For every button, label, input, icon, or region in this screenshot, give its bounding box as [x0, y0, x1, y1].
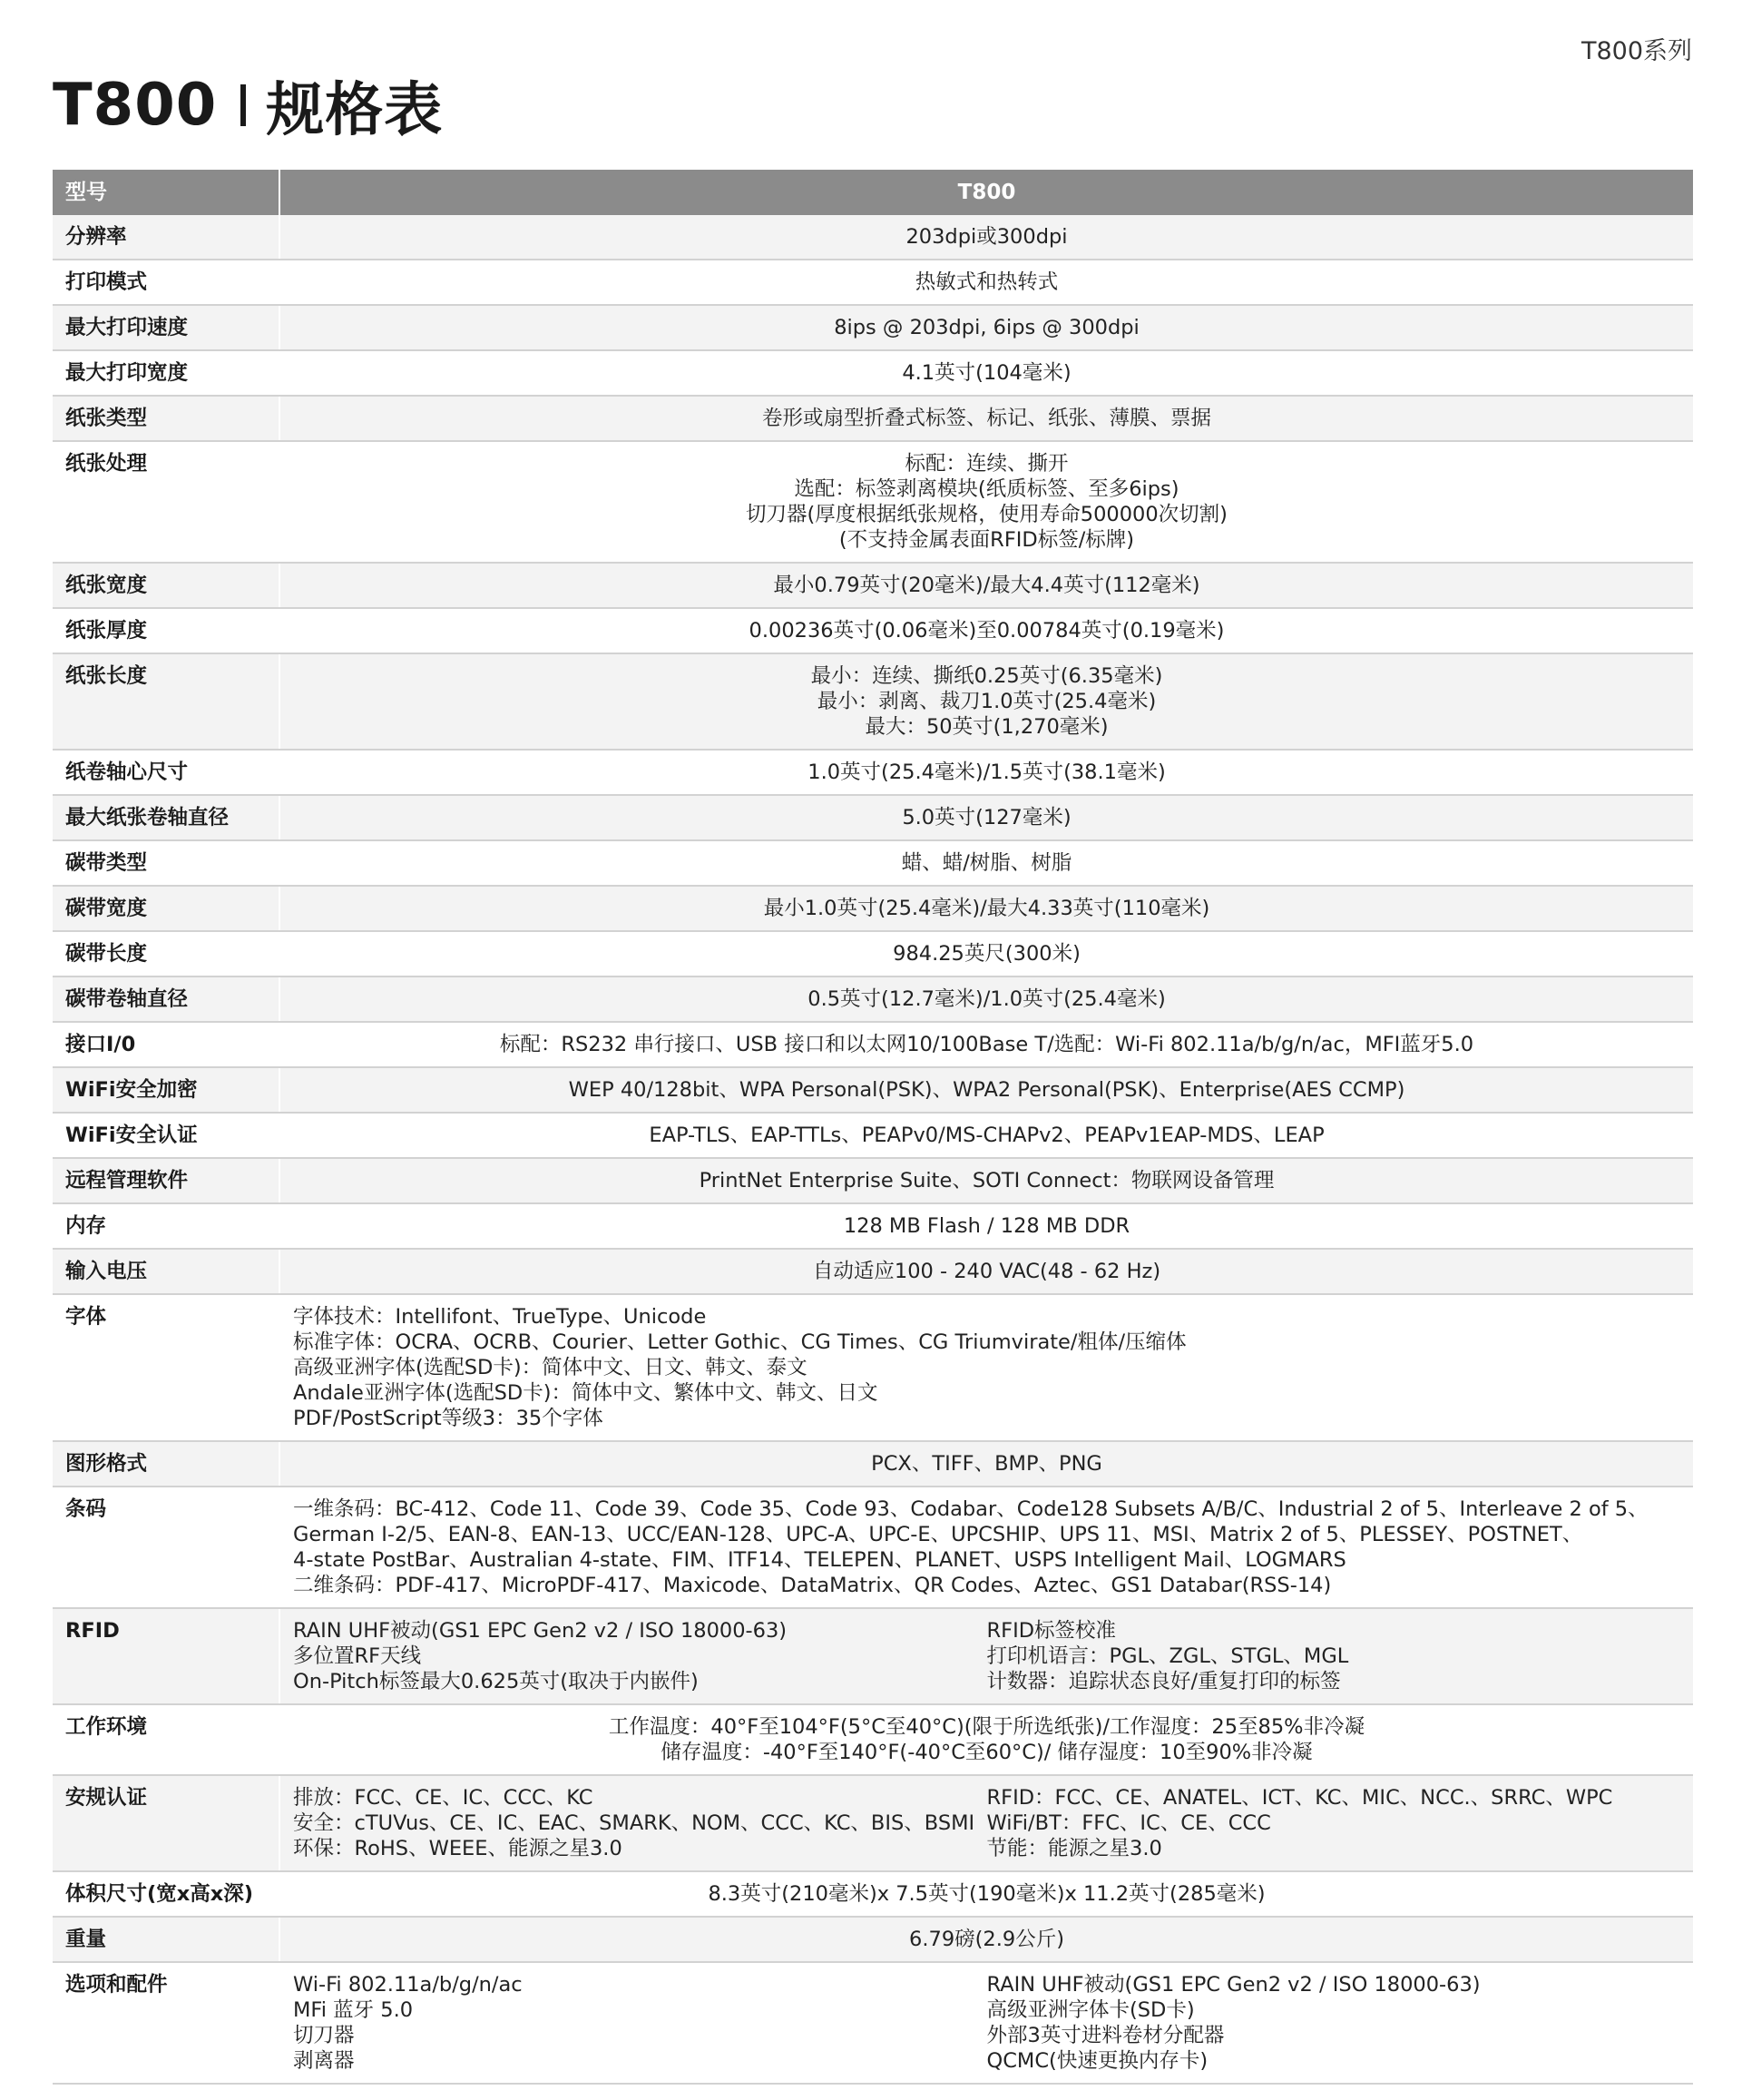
spec-label: 纸卷轴心尺寸	[53, 750, 279, 795]
spec-value-line: 蜡、蜡/树脂、树脂	[901, 851, 1072, 875]
spec-row	[53, 260, 1693, 305]
spec-value-line: 1.0英寸(25.4毫米)/1.5英寸(38.1毫米)	[807, 761, 1166, 784]
spec-label: 图形格式	[53, 1441, 279, 1487]
spec-value-column-left	[293, 1785, 987, 1861]
spec-value-line: MFi 蓝牙 5.0	[293, 1998, 414, 2022]
spec-value	[279, 1608, 1693, 1704]
spec-value	[279, 441, 1693, 563]
spec-value-line: PCX、TIFF、BMP、PNG	[871, 1452, 1102, 1476]
spec-row	[53, 1775, 1693, 1871]
spec-label: 碳带卷轴直径	[53, 976, 279, 1022]
spec-row	[53, 1917, 1693, 1962]
spec-label: 碳带长度	[53, 931, 279, 976]
spec-row	[53, 750, 1693, 795]
spec-value	[279, 840, 1693, 886]
spec-row	[53, 441, 1693, 563]
spec-row	[53, 396, 1693, 441]
spec-label: 纸张处理	[53, 441, 279, 563]
spec-value	[279, 215, 1693, 260]
spec-value-line: QCMC(快速更换内存卡)	[986, 2049, 1209, 2073]
spec-value-line: 984.25英尺(300米)	[893, 942, 1081, 966]
spec-value-line: 标配：连续、撕开	[905, 452, 1069, 476]
spec-value-line: 切刀器(厚度根据纸张规格，使用寿命500000次切割)	[746, 503, 1228, 526]
spec-value-line: 最小1.0英寸(25.4毫米)/最大4.33英寸(110毫米)	[763, 897, 1210, 920]
spec-value	[279, 563, 1693, 608]
spec-row	[53, 1113, 1693, 1158]
spec-row	[53, 1704, 1693, 1775]
model-name: T800	[53, 72, 218, 139]
spec-value	[279, 1067, 1693, 1113]
spec-label: 体积尺寸(宽x高x深)	[53, 1871, 279, 1917]
spec-label: 最大纸张卷轴直径	[53, 795, 279, 840]
spec-row	[53, 1294, 1693, 1441]
spec-value-line: 标配：RS232 串行接口、USB 接口和以太网10/100Base T/选配：Wi-Fi 802.11a/b/g/n/ac，MFI蓝牙5.0	[499, 1033, 1474, 1056]
spec-label: 安规认证	[53, 1775, 279, 1871]
spec-value-line: WiFi/BT：FFC、IC、CE、CCC	[986, 1811, 1271, 1835]
spec-label: 碳带宽度	[53, 886, 279, 931]
spec-value-line: 自动适应100 - 240 VAC(48 - 62 Hz)	[812, 1260, 1161, 1283]
spec-value-line: 计数器：追踪状态良好/重复打印的标签	[986, 1670, 1341, 1693]
spec-value	[279, 750, 1693, 795]
header-model: T800	[279, 170, 1693, 215]
spec-label: 输入电压	[53, 1249, 279, 1294]
spec-value-line: 二维条码：PDF-417、MicroPDF-417、Maxicode、DataMatrix、QR Codes、Aztec、GS1 Databar(RSS-14)	[293, 1574, 1332, 1597]
spec-value-line: 4.1英寸(104毫米)	[902, 361, 1072, 385]
spec-value	[279, 1022, 1693, 1067]
spec-row	[53, 653, 1693, 750]
spec-value-line: 6.79磅(2.9公斤)	[909, 1928, 1064, 1951]
spec-value-column-left	[293, 1618, 987, 1694]
spec-value	[279, 976, 1693, 1022]
spec-value	[279, 1917, 1693, 1962]
spec-value-line: 203dpi或300dpi	[905, 225, 1068, 249]
spec-value-line: RFID：FCC、CE、ANATEL、ICT、KC、MIC、NCC.、SRRC、WPC	[986, 1786, 1613, 1810]
spec-label: WiFi安全认证	[53, 1113, 279, 1158]
spec-value-line: WEP 40/128bit、WPA Personal(PSK)、WPA2 Personal(PSK)、Enterprise(AES CCMP)	[568, 1078, 1405, 1102]
spec-value-line: 剥离器	[293, 2049, 355, 2073]
spec-value	[279, 396, 1693, 441]
spec-value	[279, 350, 1693, 396]
spec-value-line: 5.0英寸(127毫米)	[902, 806, 1072, 829]
spec-label: 远程管理软件	[53, 1158, 279, 1203]
spec-value	[279, 608, 1693, 653]
spec-value-line: 最小0.79英寸(20毫米)/最大4.4英寸(112毫米)	[773, 574, 1200, 597]
spec-value-line: RFID标签校准	[986, 1619, 1117, 1643]
spec-row	[53, 1067, 1693, 1113]
spec-row	[53, 1871, 1693, 1917]
spec-label: 分辨率	[53, 215, 279, 260]
spec-value-line: 最小：剥离、裁刀1.0英寸(25.4毫米)	[817, 690, 1157, 713]
spec-value-line: 切刀器	[293, 2024, 355, 2047]
spec-value-column-right	[987, 1785, 1681, 1861]
spec-label: 纸张长度	[53, 653, 279, 750]
spec-label: 选项和配件	[53, 1962, 279, 2084]
spec-row	[53, 976, 1693, 1022]
spec-row	[53, 840, 1693, 886]
spec-label: 内存	[53, 1203, 279, 1249]
spec-row	[53, 1249, 1693, 1294]
page-title	[53, 64, 443, 147]
spec-row	[53, 563, 1693, 608]
title-text: 规格表	[266, 77, 444, 144]
spec-value-line: 0.00236英寸(0.06毫米)至0.00784英寸(0.19毫米)	[749, 619, 1225, 643]
spec-value-line: 一维条码：BC-412、Code 11、Code 39、Code 35、Code 93、Codabar、Code128 Subsets A/B/C、Industrial 2 of 5、Interleave 2 of 5、	[293, 1497, 1649, 1521]
series-label: T800系列	[1581, 37, 1692, 65]
spec-value-line: 标准字体：OCRA、OCRB、Courier、Letter Gothic、CG Times、CG Triumvirate/粗体/压缩体	[293, 1330, 1187, 1354]
spec-value-line: 8ips @ 203dpi, 6ips @ 300dpi	[834, 316, 1140, 339]
spec-row	[53, 931, 1693, 976]
spec-value	[279, 1158, 1693, 1203]
spec-value-line: 最小：连续、撕纸0.25英寸(6.35毫米)	[810, 664, 1163, 688]
spec-table	[53, 170, 1693, 2085]
spec-row	[53, 305, 1693, 350]
spec-value-line: 打印机语言：PGL、ZGL、STGL、MGL	[986, 1644, 1349, 1668]
spec-value-line: 选配：标签剥离模块(纸质标签、至多6ips)	[794, 477, 1179, 501]
spec-value-line: On-Pitch标签最大0.625英寸(取决于内嵌件)	[293, 1670, 699, 1693]
spec-label: 字体	[53, 1294, 279, 1441]
spec-value-line: 节能：能源之星3.0	[986, 1837, 1162, 1860]
spec-label: 碳带类型	[53, 840, 279, 886]
spec-value-line: (不支持金属表面RFID标签/标牌)	[838, 528, 1135, 552]
spec-label: 接口I/0	[53, 1022, 279, 1067]
title-divider	[240, 84, 246, 126]
spec-value	[279, 1294, 1693, 1441]
spec-value-line: PrintNet Enterprise Suite、SOTI Connect：物联网设备管理	[699, 1169, 1275, 1192]
spec-value	[279, 1203, 1693, 1249]
spec-value-line: RAIN UHF被动(GS1 EPC Gen2 v2 / ISO 18000-63)	[293, 1619, 788, 1643]
spec-value-line: 最大：50英寸(1,270毫米)	[865, 715, 1109, 739]
spec-value-column-left	[293, 1972, 987, 2074]
spec-row	[53, 1203, 1693, 1249]
spec-value-line: EAP-TLS、EAP-TTLs、PEAPv0/MS-CHAPv2、PEAPv1EAP-MDS、LEAP	[649, 1124, 1325, 1147]
spec-value	[279, 1113, 1693, 1158]
spec-value	[279, 1775, 1693, 1871]
spec-value-line: 工作温度：40°F至104°F(5°C至40°C)(限于所选纸张)/工作湿度：25至85%非冷凝	[608, 1715, 1365, 1739]
spec-value	[279, 260, 1693, 305]
spec-row	[53, 215, 1693, 260]
spec-label: 工作环境	[53, 1704, 279, 1775]
spec-table-header	[53, 170, 1693, 215]
spec-value-line: 8.3英寸(210毫米)x 7.5英寸(190毫米)x 11.2英寸(285毫米)	[708, 1882, 1266, 1906]
spec-row	[53, 886, 1693, 931]
spec-value-line: 卷形或扇型折叠式标签、标记、纸张、薄膜、票据	[761, 407, 1211, 430]
spec-value-column-right	[987, 1618, 1681, 1694]
spec-value-line: 热敏式和热转式	[915, 270, 1059, 294]
spec-value-column-right	[987, 1972, 1681, 2074]
spec-row	[53, 795, 1693, 840]
spec-value	[279, 931, 1693, 976]
spec-value-line: 高级亚洲字体(选配SD卡)：简体中文、日文、韩文、泰文	[293, 1356, 807, 1379]
spec-label: 最大打印宽度	[53, 350, 279, 396]
spec-value	[279, 1704, 1693, 1775]
spec-label: 打印模式	[53, 260, 279, 305]
spec-value-line: RAIN UHF被动(GS1 EPC Gen2 v2 / ISO 18000-63)	[986, 1973, 1481, 1997]
spec-row	[53, 350, 1693, 396]
spec-label: RFID	[53, 1608, 279, 1704]
spec-value	[279, 1487, 1693, 1608]
header-label: 型号	[53, 170, 279, 215]
spec-row	[53, 1962, 1693, 2084]
spec-row	[53, 1022, 1693, 1067]
spec-label: 条码	[53, 1487, 279, 1608]
spec-value	[279, 886, 1693, 931]
spec-value	[279, 1962, 1693, 2084]
spec-label: 纸张厚度	[53, 608, 279, 653]
spec-value-line: 外部3英寸进料卷材分配器	[986, 2024, 1225, 2047]
spec-row	[53, 1608, 1693, 1704]
spec-row	[53, 1441, 1693, 1487]
spec-row	[53, 1487, 1693, 1608]
spec-value	[279, 305, 1693, 350]
spec-value-line: 多位置RF天线	[293, 1644, 422, 1668]
spec-value-line: 128 MB Flash / 128 MB DDR	[843, 1214, 1130, 1238]
spec-value	[279, 653, 1693, 750]
spec-value-line: 0.5英寸(12.7毫米)/1.0英寸(25.4毫米)	[807, 987, 1166, 1011]
spec-label: WiFi安全加密	[53, 1067, 279, 1113]
spec-label: 纸张类型	[53, 396, 279, 441]
spec-value-line: 储存温度：-40°F至140°F(-40°C至60°C)/ 储存湿度：10至90%非冷凝	[661, 1741, 1313, 1764]
spec-value-line: 4-state PostBar、Australian 4-state、FIM、ITF14、TELEPEN、PLANET、USPS Intelligent Mail、LOGMARS	[293, 1548, 1346, 1572]
spec-label: 重量	[53, 1917, 279, 1962]
spec-value-line: 高级亚洲字体卡(SD卡)	[986, 1998, 1195, 2022]
spec-value-line: PDF/PostScript等级3：35个字体	[293, 1407, 603, 1430]
spec-table-body	[53, 215, 1693, 2084]
spec-value	[279, 795, 1693, 840]
spec-label: 纸张宽度	[53, 563, 279, 608]
spec-value	[279, 1871, 1693, 1917]
spec-value	[279, 1441, 1693, 1487]
spec-value-line: Andale亚洲字体(选配SD卡)：简体中文、繁体中文、韩文、日文	[293, 1381, 878, 1405]
spec-value-line: 字体技术：Intellifont、TrueType、Unicode	[293, 1305, 707, 1329]
spec-value-line: German I-2/5、EAN-8、EAN-13、UCC/EAN-128、UPC-A、UPC-E、UPCSHIP、UPS 11、MSI、Matrix 2 of 5、PLESSEY、POSTNET、	[293, 1523, 1583, 1546]
spec-value-line: 排放：FCC、CE、IC、CCC、KC	[293, 1786, 593, 1810]
spec-value-line: 安全：cTUVus、CE、IC、EAC、SMARK、NOM、CCC、KC、BIS、BSMI	[293, 1811, 975, 1835]
spec-row	[53, 1158, 1693, 1203]
spec-value	[279, 1249, 1693, 1294]
spec-value-line: 环保：RoHS、WEEE、能源之星3.0	[293, 1837, 622, 1860]
spec-label: 最大打印速度	[53, 305, 279, 350]
spec-value-line: Wi-Fi 802.11a/b/g/n/ac	[293, 1973, 523, 1997]
spec-row	[53, 608, 1693, 653]
